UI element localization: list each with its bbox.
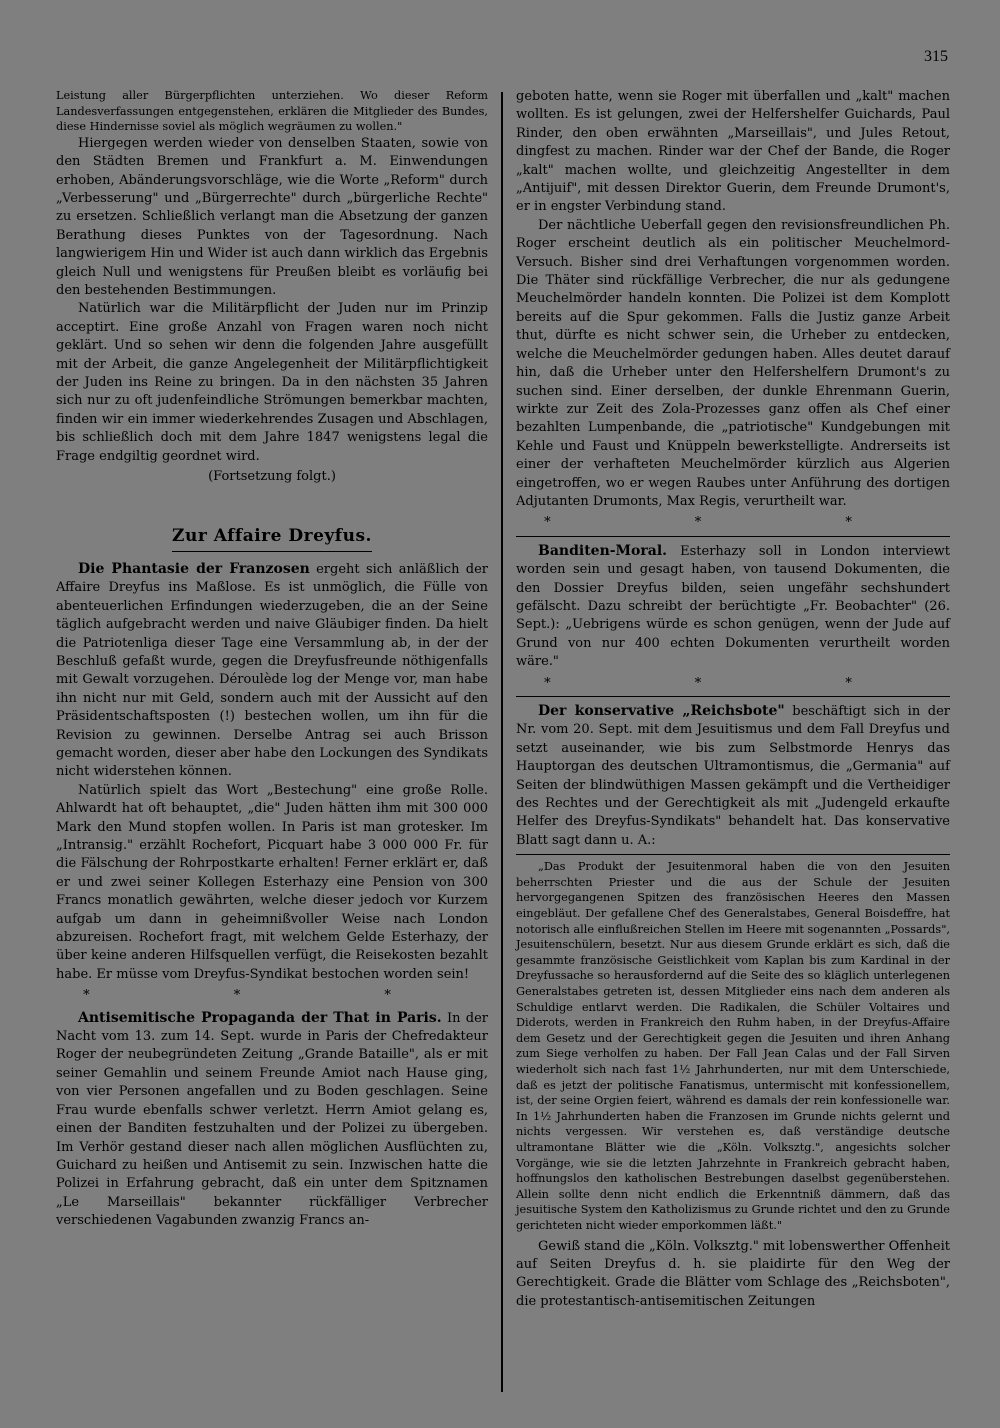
article-lead: Die Phantasie der Franzosen [78, 560, 310, 577]
quote-continuation: Leistung aller Bürgerpflichten unterziehen. Wo dieser Reform Landesverfassungen entgegenstehen, erklären die Mitglieder des Bundes, diese Hindernisse soviel als möglich wegräumen zu wollen." [56, 89, 488, 134]
continued-note: (Fortsetzung folgt.) [208, 469, 336, 485]
article-lead: Antisemitische Propaganda der That in Paris. [78, 1009, 442, 1026]
section-title: Zur Affaire Dreyfus. [172, 525, 372, 546]
section-separator: * * * [544, 515, 922, 531]
article-text: beschäftigt sich in der Nr. vom 20. Sept. mit dem Jesuitismus und dem Fall Dreyfus und setzt auseinander, wie bis zum Selbstmorde Henrys das Hauptorgan des deutschen Ultramontismus, die „Germania" auf Seiten der blindwüthigen Massen gekämpft und die Vertheidiger des Rechtes und der Gerechtigkeit als mit „Judengeld erkaufte Helfer des Dreyfus-Syndikats" behandelt hat. Das konservative Blatt sagt dann u. A.: [516, 704, 950, 848]
section-separator: * * * [83, 988, 461, 1004]
article-lead: Der konservative „Reichsbote" [538, 703, 785, 719]
block-quote: „Das Produkt der Jesuitenmoral haben die von den Jesuiten beherrschten Priester und die aus der Schule der Jesuiten hervorgegangenen Spitzen des französischen Heeres den Massen eingebläut. Der gefallene Chef des Generalstabes, General Boisdeffre, hat notorisch alle einflußreichen Stellen im Heere mit sogenannten „Possards", Jesuitenschülern, besetzt. Nur aus diesem Grunde erklärt es sich, daß die gesammte französische Geistlichkeit vom Kaplan bis zum Kardinal in der Dreyfussache so herausfordernd auf die Seite des so kläglich unterlegenen Generalstabes getreten ist, dessen Mitglieder eins nach dem anderen als Schuldige entlarvt werden. Die Radikalen, die Schüler Voltaires und Diderots, werden in Frankreich den Ruhm haben, in der Dreyfus-Affaire dem Gesetz und der Gerechtigkeit gegen die Jesuiten und ihren Anhang zum Siege verholfen zu haben. Der Fall Jean Calas und der Fall Sirven wiederholt sich nach fast 1½ Jahrhunderten, nur mit dem Unterschiede, daß es jetzt der politische Fanatismus, untermischt mit konfessionellem, ist, der seine Orgien feiert, während es damals der rein konfessionelle war. In 1½ Jahrhunderten haben die Franzosen im Grunde nichts gelernt und nichts vergessen. Wir verstehen es, daß verständige deutsche ultramontane Blätter wie die „Köln. Volksztg.", angesichts solcher Vorgänge, wie sie die letzten Jahrzehnte in Frankreich gebracht haben, hoffnungslos den katholischen Bestrebungen daselbst gegenüberstehen. Allein sollte denn nicht endlich die Erkenntniß dämmern, daß das jesuitische System den Katholizismus zu Grunde richtet und den zu Grunde gerichteten nicht wieder emporkommen läßt." [516, 860, 950, 1232]
page-number: 315 [924, 48, 948, 65]
article-text: In der Nacht vom 13. zum 14. Sept. wurde in Paris der Chefredakteur Roger der neubegründeten Zeitung „Grande Bataille", als er mit seiner Gemahlin und seinem Freunde Amiot nach Hause ging, von vier Personen angefallen und zu Boden geschlagen. Seine Frau wurde ebenfalls schwer verletzt. Herrn Amiot gelang es, einen der Banditen festzuhalten und der Polizei zu übergeben. Im Verhör gestand dieser nach allen möglichen Ausflüchten zu, Guichard zu heißen und Antisemit zu sein. Inzwischen hatte die Polizei in Erfahrung gebracht, daß ein unter dem Spitznamen „Le Marseillais" bekannter rückfälliger Verbrecher verschiedenen Vagabunden zwanzig Francs an- [56, 1010, 488, 1229]
right-column [516, 88, 950, 1311]
article-text: Esterhazy soll in London interviewt worden sein und gesagt haben, von tausend Dokumenten, die den Dossier Dreyfus bilden, seien ungefähr sechshundert gefälscht. Dazu schreibt der berüchtigte „Fr. Beobachter" (26. Sept.): „Uebrigens würde es schon genügen, wenn der Jude auf Grund von nur 400 echten Dokumenten verurtheilt worden wäre." [516, 543, 950, 670]
separator-rule [516, 696, 950, 697]
paragraph: Der nächtliche Ueberfall gegen den revisionsfreundlichen Ph. Roger erscheint deutlich als ein politischer Meuchelmord-Versuch. Bisher sind drei Verhaftungen vorgenommen worden. Die Thäter sind rückfällige Verbrecher, die nur als gedungene Meuchelmörder handeln konnten. Die Polizei ist dem Komplott bereits auf die Spur gekommen. Falls die Justiz ganze Arbeit thut, dürfte es nicht schwer sein, die Urheber zu entdecken, welche die Meuchelmörder gedungen haben. Alles deutet darauf hin, daß die Urheber unter den Helfershelfern Drumont's zu suchen sind. Einer derselben, der dunkle Ehrenmann Guerin, wirkte zur Zeit des Zola-Prozesses ganz offen als Chef einer bezahlten Lumpenbande, die „patriotische" Kundgebungen mit Kehle und Faust und Knüppeln bewerkstelligte. Andrerseits ist einer der verhafteten Meuchelmörder kürzlich aus Algerien eingetroffen, wo er wegen Raubes unter Anführung des dortigen Adjutanten Drumonts, Max Regis, verurtheilt war. [516, 217, 950, 509]
article-paragraph [516, 702, 950, 850]
article-text: ergeht sich anläßlich der Affaire Dreyfus ins Maßlose. Es ist unmöglich, die Fülle von abenteuerlichen Erfindungen wiederzugeben, die an der Seine täglich aufgebracht werden und naive Gläubiger finden. Da hielt die Patriotenliga dieser Tage eine Versammlung ab, in der der Beschluß gefaßt wurde, gegen die Dreyfusfreunde nöthigenfalls mit Gewalt vorzugehen. Déroulède log der Menge vor, man habe ihn nicht nur mit Geld, sondern auch mit der Aussicht auf den Präsidentschaftsposten (!) bestechen wollen, um ihn für die Revision zu gewinnen. Derselbe Antrag sei auch Brisson gemacht worden, dieser aber habe den Lockungen des Syndikats nicht widerstehen können. [56, 561, 488, 780]
title-underline [172, 551, 372, 552]
article-paragraph [56, 1009, 488, 1231]
paragraph: Natürlich spielt das Wort „Bestechung" eine große Rolle. Ahlwardt hat oft behauptet, „die" Juden hätten ihm mit 300 000 Mark den Mund stopfen wollen. In Paris ist man grotesker. Im „Intransig." erzählt Rochefort, Picquart habe 3 000 000 Fr. für die Fälschung der Rohrpostkarte erhalten! Ferner erklärt er, daß er und zwei seiner Kollegen Esterhazy eine Pension von 300 Francs monatlich gewährten, welche dieser jedoch vor Kurzem aufgab um dann in geheimnißvoller Weise nach London abzureisen. Rochefort fragt, mit welchem Gelde Esterhazy, der über keine anderen Hilfsquellen verfügt, die Reisekosten bezahlt habe. Er müsse vom Dreyfus-Syndikat bestochen worden sein! [56, 782, 488, 982]
left-column [56, 88, 488, 1231]
paragraph: geboten hatte, wenn sie Roger mit überfallen und „kalt" machen wollten. Es ist gelungen, zwei der Helfershelfer Guichards, Paul Rinder, den oben erwähnten „Marseillais", und Jules Retout, dingfest zu machen. Rinder war der Chef der Bande, die Roger „kalt" machen wollte, und gleichzeitig Angestellter in dem „Antijuif", mit dessen Direktor Guerin, dem Freunde Drumont's, er in engster Verbindung stand. [516, 89, 950, 215]
paragraph: Gewiß stand die „Köln. Volksztg." mit lobenswerther Offenheit auf Seiten Dreyfus d. h. sie plaidirte für den Weg der Gerechtigkeit. Grade die Blätter vom Schlage des „Reichsboten", die protestantisch-antisemitischen Zeitungen [516, 1238, 951, 1309]
paragraph: Natürlich war die Militärpflicht der Juden nur im Prinzip acceptirt. Eine große Anzahl von Fragen waren noch nicht geklärt. Und so sehen wir denn die folgenden Jahre ausgefüllt mit der Arbeit, die ganze Angelegenheit der Militärpflichtigkeit der Juden ins Reine zu bringen. Da in den nächsten 35 Jahren sich nur zu oft judenfeindliche Strömungen bemerkbar machten, finden wir ein immer wiederkehrendes Zusagen und Abschlagen, bis schließlich doch mit dem Jahre 1847 wenigstens legal die Frage endgiltig geordnet wird. [56, 301, 488, 464]
column-divider [501, 92, 503, 1392]
section-separator: * * * [544, 675, 922, 691]
quote-top-rule [516, 854, 950, 855]
article-paragraph [56, 560, 488, 782]
article-lead: Banditen-Moral. [538, 542, 668, 559]
article-paragraph [516, 542, 950, 672]
separator-rule [516, 536, 950, 537]
paragraph: Hiergegen werden wieder von denselben Staaten, sowie von den Städten Bremen und Frankfurt a. M. Einwendungen erhoben, Abänderungsvorschläge, wie die Worte „Reform" durch „Verbesserung" und „Bürgerrechte" durch „bürgerliche Rechte" zu ersetzen. Schließlich verlangt man die Absetzung der ganzen Berathung dieses Punktes von der Tagesordnung. Nach langwierigem Hin und Wider ist auch dann wirklich das Ergebnis gleich Null und wenigstens für Preußen bleibt es vorläufig bei den bestehenden Bestimmungen. [56, 135, 488, 299]
